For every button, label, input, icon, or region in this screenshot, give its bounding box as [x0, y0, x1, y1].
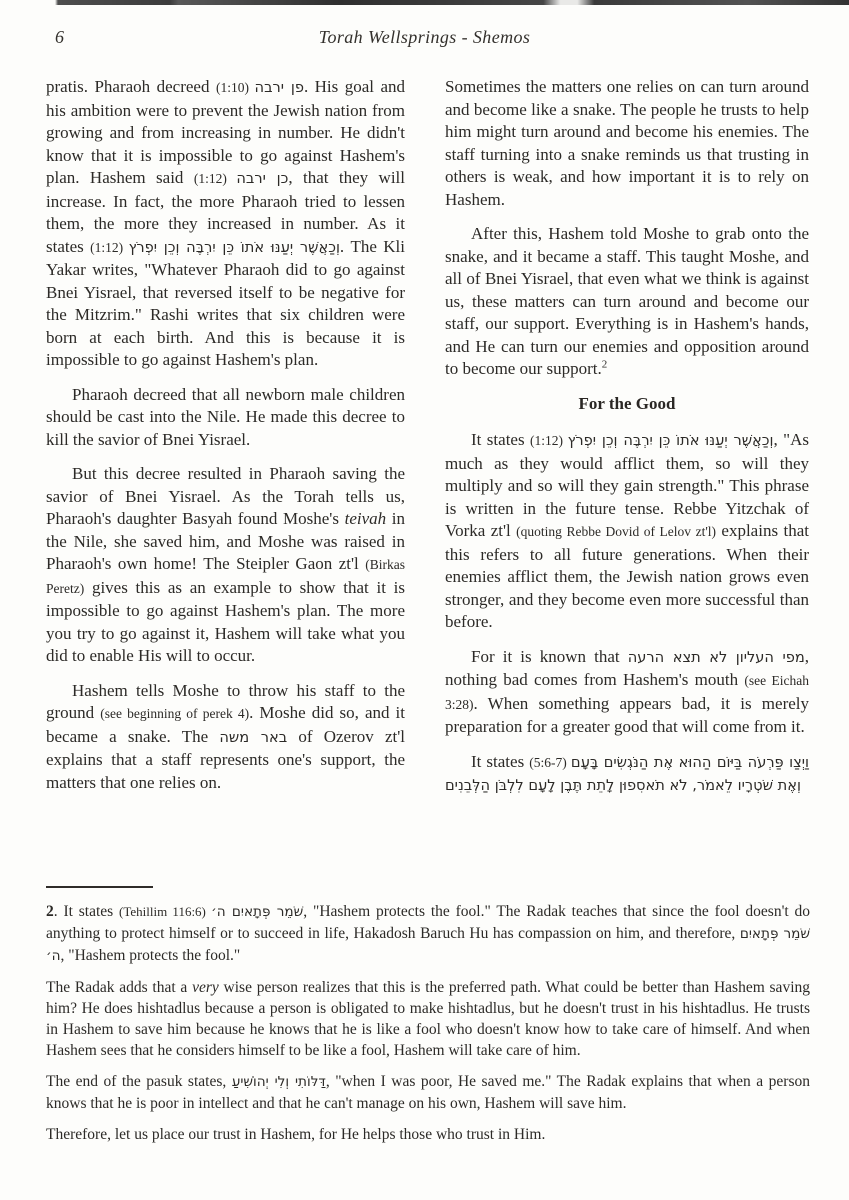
text-run: . The Kli Yakar writes, "Whatever Pharaoh did to go against Bnei Yisrael, that reversed itself to be negative for the Mitzrim." Rashi writes that six children were born at each birth. And this is because it is impossible to go against Hashem's plan.	[46, 236, 405, 369]
text-run: The end of the pasuk states,	[46, 1073, 232, 1090]
text-run: . Moshe did so, and it became a snake. The	[46, 703, 405, 746]
paragraph	[445, 646, 809, 739]
citation: (see Eichah 3:28)	[445, 673, 809, 712]
text-run: For it is known that	[471, 646, 628, 666]
page-header	[0, 27, 849, 48]
paragraph	[46, 463, 405, 668]
text-run: pratis. Pharaoh decreed	[46, 77, 216, 96]
footnote-separator	[46, 886, 153, 888]
hebrew-text: דַּלּוֹתִי וְלִי יְהוֹשִׁיעַ	[231, 1074, 326, 1090]
text-run: But this decree resulted in Pharaoh saving the savior of Bnei Yisrael. As the Torah tells us, Pharaoh's daughter Basyah found Moshe's	[46, 464, 405, 528]
paragraph	[46, 901, 810, 967]
text-run: It states	[471, 430, 531, 449]
page-number: 6	[55, 27, 65, 47]
text-run: in the Nile, she saved him, and Moshe was raised in Pharaoh's own home! The Steipler Gaon zt'l	[46, 509, 405, 573]
text-run: Hashem tells Moshe to throw his staff to the ground	[46, 680, 405, 722]
hebrew-text: באר משה	[219, 728, 288, 746]
citation: (1:12)	[193, 171, 237, 186]
paragraph	[46, 76, 405, 372]
hebrew-text: שֹׁמֵר פְּתָאיִם ה׳	[211, 904, 304, 920]
text-run: very	[192, 979, 219, 996]
paragraph	[445, 751, 809, 798]
paragraph	[46, 1124, 810, 1145]
text-run: wise person realizes that this is the preferred path. What could be better than Hashem saving him? He does hishtadlus because a person is obligated to make hishtadlus, but he doesn't trust in his hishtadlus. He trusts in Hashem to save him because he knows that he is like a fool who doesn't know how to take care of himself. And when Hashem sees that he considers himself to be like a fool, Hashem will take care of him.	[46, 979, 810, 1059]
scan-artifact-top-edge	[0, 0, 849, 5]
citation: (quoting Rebbe Dovid of Lelov zt'l)	[516, 524, 716, 539]
text-run: of Ozerov zt'l explains that a staff represents one's support, the matters that one relies on.	[46, 726, 406, 792]
footnote-ref: 2	[601, 358, 608, 371]
paragraph	[445, 76, 809, 211]
text-run: explains that this refers to all future generations. When their enemies afflict them, the Jewish nation grows even stronger, and they become even more successful than before.	[445, 521, 809, 631]
right-column	[445, 76, 809, 810]
hebrew-text: וְכַאֲשֶׁר יְעַנּוּ אֹתוֹ כֵּן יִרְבֶּה וְכֵן יִפְרֹץ	[128, 238, 340, 256]
hebrew-text: מפי העליון לא תצא הרעה	[627, 648, 805, 666]
text-run: , nothing bad comes from Hashem's mouth	[445, 646, 810, 689]
text-run: . When something appears bad, it is merely preparation for a greater good that will come from it.	[445, 693, 809, 736]
paragraph	[46, 384, 405, 452]
text-run: 2	[46, 903, 54, 920]
citation: (1:12)	[530, 433, 568, 448]
text-run: . It states	[53, 903, 120, 920]
body-columns	[46, 76, 809, 810]
text-run: It states	[471, 751, 530, 771]
paragraph	[46, 680, 405, 795]
text-run: , "when I was poor, He saved me." The Radak explains that when a person knows that he is poor in intellect and that he can't manage on his own, Hashem will save him.	[46, 1073, 810, 1112]
footnote-section	[46, 901, 810, 1155]
text-run: , "As much as they would afflict them, so will they multiply and so will they gain strength." This phrase is written in the future tense. Rebbe Yitzchak of Vorka zt'l	[445, 430, 809, 540]
text-run: gives this as an example to show that it is impossible to go against Hashem's plan. The more you try to go against it, Hashem will take what you did to enable His will to occur.	[46, 577, 405, 665]
text-run: . His goal and his ambition were to prevent the Jewish nation from growing and from increasing in number. He didn't know that it is impossible to go against Hashem's plan. Hashem said	[46, 77, 406, 187]
citation: (1:10)	[215, 80, 255, 95]
hebrew-text: פן ירבה	[254, 79, 304, 96]
left-column	[46, 76, 405, 810]
text-run: The Radak adds that a	[46, 979, 193, 996]
text-run: , "Hashem protects the fool." The Radak teaches that since the fool doesn't do anything to protect himself or to succeed in life, Hakadosh Baruch Hu has compassion on him, and therefore,	[46, 903, 811, 942]
citation: (Tehillim 116:6)	[119, 904, 212, 919]
text-run: , that they will increase. In fact, the more Pharaoh tried to lessen them, the more they increased in number. As it states	[46, 168, 405, 256]
text-run: Pharaoh decreed that all newborn male children should be cast into the Nile. He made this decree to kill the savior of Bnei Yisrael.	[46, 384, 405, 449]
paragraph	[46, 1071, 810, 1114]
paragraph	[445, 223, 809, 381]
text-run: After this, Hashem told Moshe to grab onto the snake, and it became a staff. This taught Moshe, and all of Bnei Yisrael, that even what we think is against us, these matters can turn around and become our staff, our support. Everything is in Hashem's hands, and He can turn our enemies and opposition around to become our support.	[445, 224, 809, 378]
text-run: Therefore, let us place our trust in Hashem, for He helps those who trust in Him.	[46, 1126, 546, 1143]
text-run: Sometimes the matters one relies on can turn around and become like a snake. The people he trusts to help him might turn around and become his enemies. The staff turning into a snake reminds us that trusting in others is weak, and how important it is to rely on Hashem.	[445, 77, 809, 209]
page-title: Torah Wellsprings - Shemos	[318, 27, 531, 47]
hebrew-text: וְכַאֲשֶׁר יְעַנּוּ אֹתוֹ כֵּן יִרְבֶּה וְכֵן יִפְרֹץ	[567, 432, 774, 449]
paragraph	[445, 429, 809, 634]
hebrew-text: וַיְצַו פַּרְעֹה בַּיּוֹם הַהוּא אֶת הַנֹּגְשִׂים בָּעָם וְאֶת שֹׁטְרָיו לֵאמֹר, לֹא תֹאסִפוּן לָתֵת תֶּבֶן לָעָם לִלְבֹּן הַלְּבֵנִים	[445, 753, 809, 794]
citation: (1:12)	[90, 239, 129, 255]
hebrew-text: כן ירבה	[236, 170, 289, 187]
citation: (5:6-7)	[529, 754, 571, 770]
section-heading: For the Good	[578, 393, 676, 413]
hebrew-text: שֹׁמֵר פְּתָאיִם ה׳	[46, 926, 810, 964]
paragraph	[46, 977, 810, 1061]
citation: (see beginning of perek 4)	[100, 706, 250, 721]
citation: (Birkas Peretz)	[46, 557, 405, 596]
text-run: , "Hashem protects the fool."	[60, 947, 241, 964]
text-run: teivah	[344, 509, 387, 528]
